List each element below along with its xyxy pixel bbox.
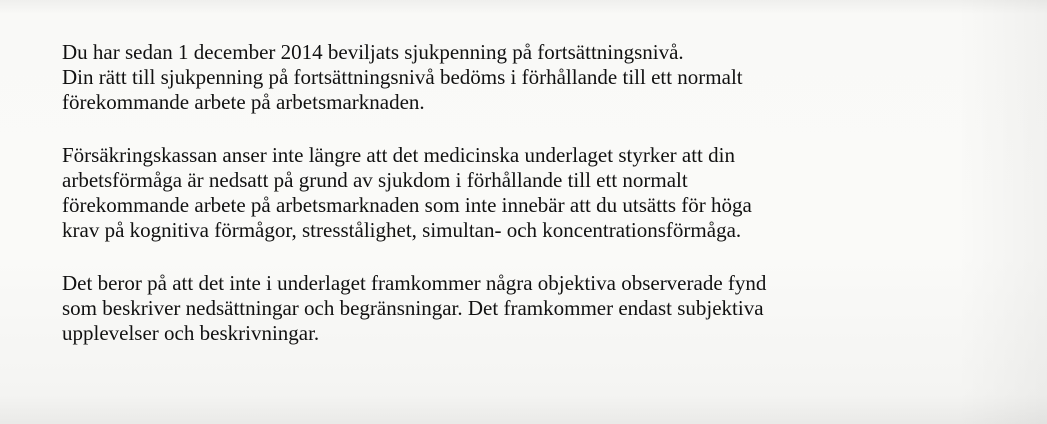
text-line: Det beror på att det inte i underlaget framkommer några objektiva observerade fynd <box>62 271 767 295</box>
letter-body <box>62 40 1022 374</box>
text-line: arbetsförmåga är nedsatt på grund av sjukdom i förhållande till ett normalt <box>62 168 688 192</box>
text-line: Försäkringskassan anser inte längre att det medicinska underlaget styrker att din <box>62 143 735 167</box>
text-line: förekommande arbete på arbetsmarknaden. <box>62 90 425 114</box>
text-line: Du har sedan 1 december 2014 beviljats sjukpenning på fortsättningsnivå. <box>62 40 684 64</box>
paragraph-reason <box>62 271 1022 346</box>
page-shadow-bottom <box>0 394 1047 424</box>
text-line: krav på kognitiva förmågor, stresstålighet, simultan- och koncentrationsförmåga. <box>62 218 742 242</box>
text-line: Din rätt till sjukpenning på fortsättningsnivå bedöms i förhållande till ett normalt <box>62 65 743 89</box>
text-line: som beskriver nedsättningar och begränsningar. Det framkommer endast subjektiva <box>62 296 764 320</box>
paragraph-decision <box>62 40 1022 115</box>
paragraph-assessment <box>62 143 1022 243</box>
text-line: förekommande arbete på arbetsmarknaden som inte innebär att du utsätts för höga <box>62 193 752 217</box>
text-line: upplevelser och beskrivningar. <box>62 321 320 345</box>
